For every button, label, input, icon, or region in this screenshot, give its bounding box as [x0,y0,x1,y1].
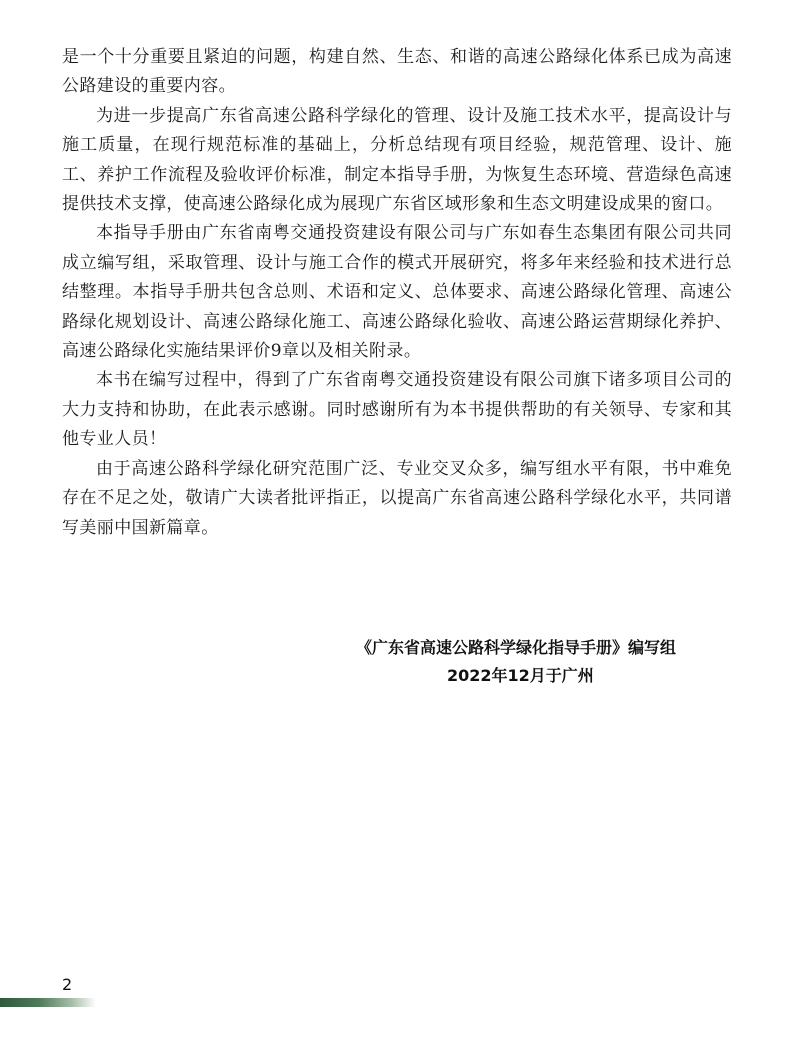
page-number: 2 [62,975,73,994]
paragraph-continuation: 是一个十分重要且紧迫的问题，构建自然、生态、和谐的高速公路绿化体系已成为高速公路建设的重要内容。 [62,47,732,97]
signature-date: 2022年12月于广州 [447,666,594,685]
paragraph-acknowledgements: 本书在编写过程中，得到了广东省南粤交通投资建设有限公司旗下诸多项目公司的大力支持和协助，在此表示感谢。同时感谢所有为本书提供帮助的有关领导、专家和其他专业人员！ [62,370,732,450]
paragraph-contents: 本指导手册由广东省南粤交通投资建设有限公司与广东如春生态集团有限公司共同成立编写组，采取管理、设计与施工合作的模式开展研究，将多年来经验和技术进行总结整理。本指导手册共包含总则、术语和定义、总体要求、高速公路绿化管理、高速公路绿化规划设计、高速公路绿化施工、高速公路绿化验收、高速公路运营期绿化养护、高速公路绿化实施结果评价9章以及相关附录。 [62,223,732,362]
paragraph-purpose: 为进一步提高广东省高速公路科学绿化的管理、设计及施工技术水平，提高设计与施工质量，在现行规范标准的基础上，分析总结现有项目经验，规范管理、设计、施工、养护工作流程及验收评价标准，制定本指导手册，为恢复生态环境、营造绿色高速提供技术支撑，使高速公路绿化成为展现广东省区域形象和生态文明建设成果的窗口。 [62,105,732,215]
body-text [62,43,732,543]
paragraph-closing: 由于高速公路科学绿化研究范围广泛、专业交叉众多，编写组水平有限，书中难免存在不足之处，敬请广大读者批评指正，以提高广东省高速公路科学绿化水平，共同谱写美丽中国新篇章。 [62,458,732,538]
signature-organization: 《广东省高速公路科学绿化指导手册》编写组 [356,638,677,657]
footer-decorative-bar [0,998,96,1007]
